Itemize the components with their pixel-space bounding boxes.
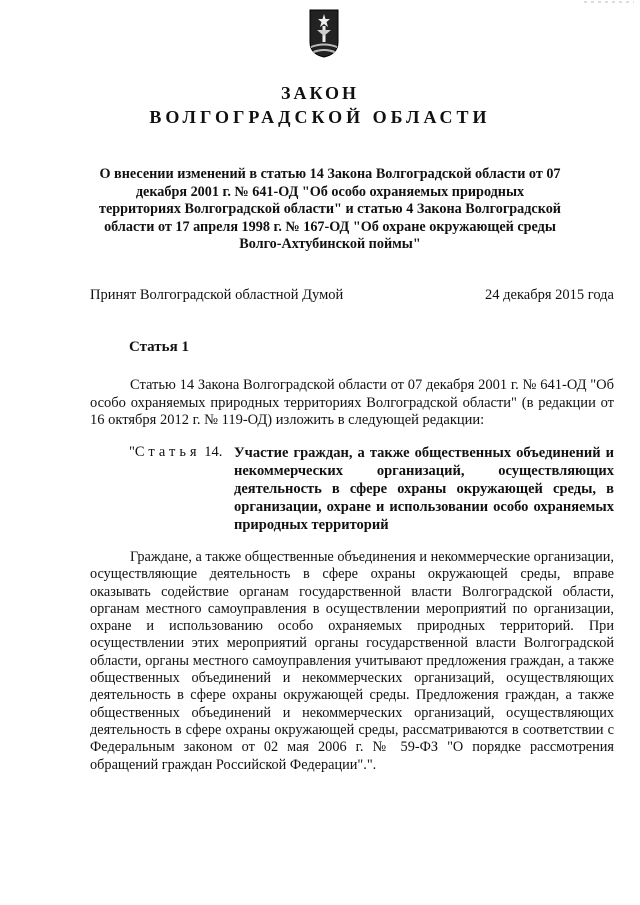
adoption-date: 24 декабря 2015 года — [485, 287, 614, 303]
quoted-article-number: 14. — [204, 444, 223, 460]
quoted-article-word: Статья — [134, 444, 201, 460]
quoted-article-label — [129, 444, 222, 461]
quote-open: " — [129, 444, 135, 460]
law-subtitle: О внесении изменений в статью 14 Закона Волгоградской области от 07 декабря 2001 г. № 641-ОД "Об особо охраняемых природных территориях Волгоградской области" и статью 4 Закона Волгоградской области от 17 апреля 1998 г. № 167-ОД "Об охране окружающей среды Волго-Ахтубинской поймы" — [99, 166, 561, 252]
coat-of-arms-icon — [308, 8, 340, 58]
adoption-label: Принят Волгоградской областной Думой — [90, 287, 344, 303]
article-heading: Статья 1 — [129, 339, 189, 355]
law-title: ЗАКОН — [280, 83, 360, 103]
quoted-article-title: Участие граждан, а также общественных объединений и некоммерческих организаций, осуществляющих деятельность в сфере охраны окружающей среды, в организации, охране и использовании особо охраняемых природных территорий — [234, 445, 614, 533]
scan-corner-mark — [584, 0, 634, 6]
region-title: ВОЛГОГРАДСКОЙ ОБЛАСТИ — [149, 107, 491, 127]
article-body: Статью 14 Закона Волгоградской области от 07 декабря 2001 г. № 641-ОД "Об особо охраняемых природных территориях Волгоградской области" (в редакции от 16 октября 2012 г. № 119-ОД) изложить в следующей редакции: — [90, 377, 614, 428]
quoted-article-paragraph: Граждане, а также общественные объединения и некоммерческие организации, осуществляющие деятельность в сфере охраны окружающей среды, вправе оказывать содействие органам государственной власти Волгоградской области, органам местного самоуправления в осуществлении мероприятий по организации, охране и использованию особо охраняемых природных территорий. При осуществлении этих мероприятий органы государственной власти Волгоградской области, органы местного самоуправления учитывают предложения граждан, а также общественных объединений и некоммерческих организаций, осуществляющих деятельность в сфере охраны окружающей среды. Предложения граждан, а также общественных объединений и некоммерческих организаций, осуществляющих деятельность в сфере охраны окружающей среды, рассматриваются в соответствии с Федеральным законом от 02 мая 2006 г. № 59-ФЗ "О порядке рассмотрения обращений граждан Российской Федерации".". — [90, 549, 614, 773]
